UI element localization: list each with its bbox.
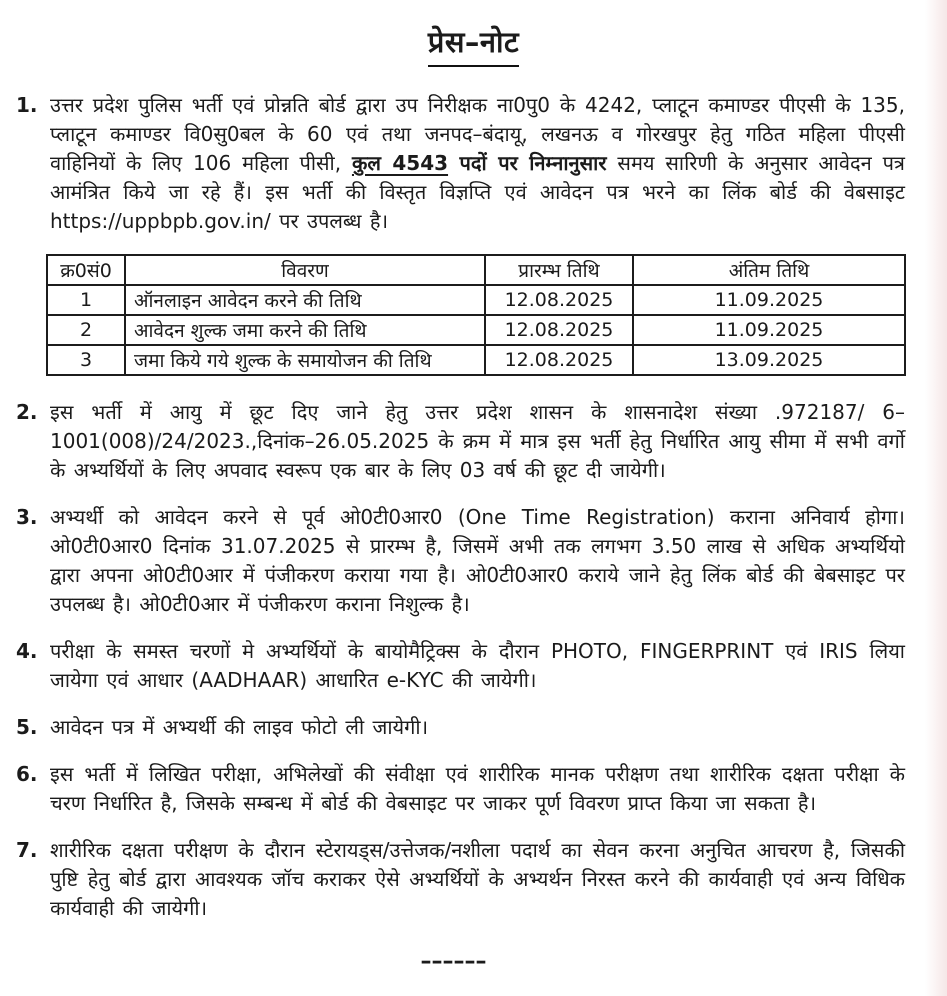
table-cell-sno: 1 [47,285,125,315]
item-text-segment: कुल 4543 [351,151,449,175]
table-cell-description: ऑनलाइन आवेदन करने की तिथि [125,285,485,315]
item-text [50,637,905,695]
item-number: 1. [16,93,38,117]
item-text-segment: अभ्यर्थी को आवेदन करने से पूर्व ओ0टी0आर0 (One Time Registration) कराना अनिवार्य होगा। ओ0टी0आर0 दिनांक 31.07.2025 से प्रारम्भ है, जिसमें अभी तक लगभग 3.50 लाख से अधिक अभ्यर्थियो द्वारा अपना ओ0टी0आर में पंजीकरण कराया गया है। ओ0टी0आर0 कराये जाने हेतु लिंक बोर्ड की बेबसाइट पर उपलब्ध है। ओ0टी0आर में पंजीकरण कराना निशुल्क है। [50,505,905,616]
press-note-item [0,836,947,923]
table-header-row [47,255,905,285]
press-note-item [0,637,947,695]
item-text-segment: पदों पर निम्नानुसार [448,151,607,175]
press-note-item [0,91,947,236]
table-cell-sno: 2 [47,315,125,345]
page-title-text: प्रेस–नोट [428,22,519,67]
item-text-segment: इस भर्ती में आयु में छूट दिए जाने हेतु उत्तर प्रदेश शासन के शासनादेश संख्या .972187/ 6–1001(008)/24/2023.,दिनांक–26.05.2025 के क्रम में मात्र इस भर्ती हेतु निर्धारित आयु सीमा में सभी वर्गो के अभ्यर्थियों के लिए अपवाद स्वरूप एक बार के लिए 03 वर्ष की छूट दी जायेगी। [50,400,905,482]
schedule-table [46,254,906,376]
item-text [50,91,905,236]
press-note-item [0,503,947,619]
item-number: 4. [16,639,38,663]
table-cell-end-date: 11.09.2025 [633,285,905,315]
table-row [47,315,905,345]
table-cell-description: जमा किये गये शुल्क के समायोजन की तिथि [125,345,485,375]
item-text-segment: शारीरिक दक्षता परीक्षण के दौरान स्टेरायड्स/उत्तेजक/नशीला पदार्थ का सेवन करना अनुचित आचरण है, जिसकी पुष्टि हेतु बोर्ड द्वारा आवश्यक जॉच कराकर ऐसे अभ्यर्थियों के अभ्यर्थन निरस्त करने की कार्यवाही एवं अन्य विधिक कार्यवाही की जायेगी। [50,838,905,920]
item-text [50,836,905,923]
press-note-item [0,713,947,742]
item-text [50,760,905,818]
table-row [47,345,905,375]
table-header-sno: क्र0सं0 [47,255,125,285]
item-number: 6. [16,762,38,786]
item-text-segment: समय सारिणी के अनुसार आवेदन पत्र आमंत्रित किये जा रहे हैं। इस भर्ती की विस्तृत विज्ञप्ति एवं आवेदन पत्र भरने का लिंक बोर्ड की वेबसाइट [50,151,905,204]
table-header-end-date: अंतिम तिथि [633,255,905,285]
table-cell-sno: 3 [47,345,125,375]
item-text-segment: https://uppbpb.gov.in/ [50,209,271,233]
table-cell-description: आवेदन शुल्क जमा करने की तिथि [125,315,485,345]
item-number: 3. [16,505,38,529]
table-cell-start-date: 12.08.2025 [485,345,633,375]
table-cell-end-date: 13.09.2025 [633,345,905,375]
table-header-description: विवरण [125,255,485,285]
item-text-segment: इस भर्ती में लिखित परीक्षा, अभिलेखों की संवीक्षा एवं शारीरिक मानक परीक्षण तथा शारीरिक दक्षता परीक्षा के चरण निर्धारित है, जिसके सम्बन्ध में बोर्ड की वेबसाइट पर जाकर पूर्ण विवरण प्राप्त किया जा सकता है। [50,762,905,815]
item-number: 5. [16,715,38,739]
items-after-table [0,398,947,923]
press-note-item [0,760,947,818]
table-cell-end-date: 11.09.2025 [633,315,905,345]
item-text-segment: परीक्षा के समस्त चरणों मे अभ्यर्थियों के बायोमैट्रिक्स के दौरान PHOTO, FINGERPRINT एवं IRIS लिया जायेगा एवं आधार (AADHAAR) आधारित e-KYC की जायेगी। [50,639,905,692]
page-title [0,22,947,67]
item-text [50,398,905,485]
item-number: 7. [16,838,38,862]
item-number: 2. [16,400,38,424]
table-header-start-date: प्रारम्भ तिथि [485,255,633,285]
table-cell-start-date: 12.08.2025 [485,315,633,345]
items-before-table [0,91,947,236]
item-text [50,503,905,619]
item-text-segment: उत्तर प्रदेश पुलिस भर्ती एवं प्रोन्नति बोर्ड द्वारा उप निरीक्षक ना0पु0 के 4242, प्लाटून कमाण्डर पीएसी के 135, प्लाटून कमाण्डर वि0सु0बल के 60 एवं तथा जनपद–बंदायू, लखनऊ व गोरखपुर हेतु गठित महिला पीएसी वाहिनियों के लिए 106 महिला पीसी, [50,93,905,175]
footer-dashes: –––––– [420,949,487,974]
item-text-segment: आवेदन पत्र में अभ्यर्थी की लाइव फोटो ली जायेगी। [50,715,429,739]
press-note-item [0,398,947,485]
table-row [47,285,905,315]
table-cell-start-date: 12.08.2025 [485,285,633,315]
item-text-segment: पर उपलब्ध है। [270,209,389,233]
item-text [50,713,905,742]
